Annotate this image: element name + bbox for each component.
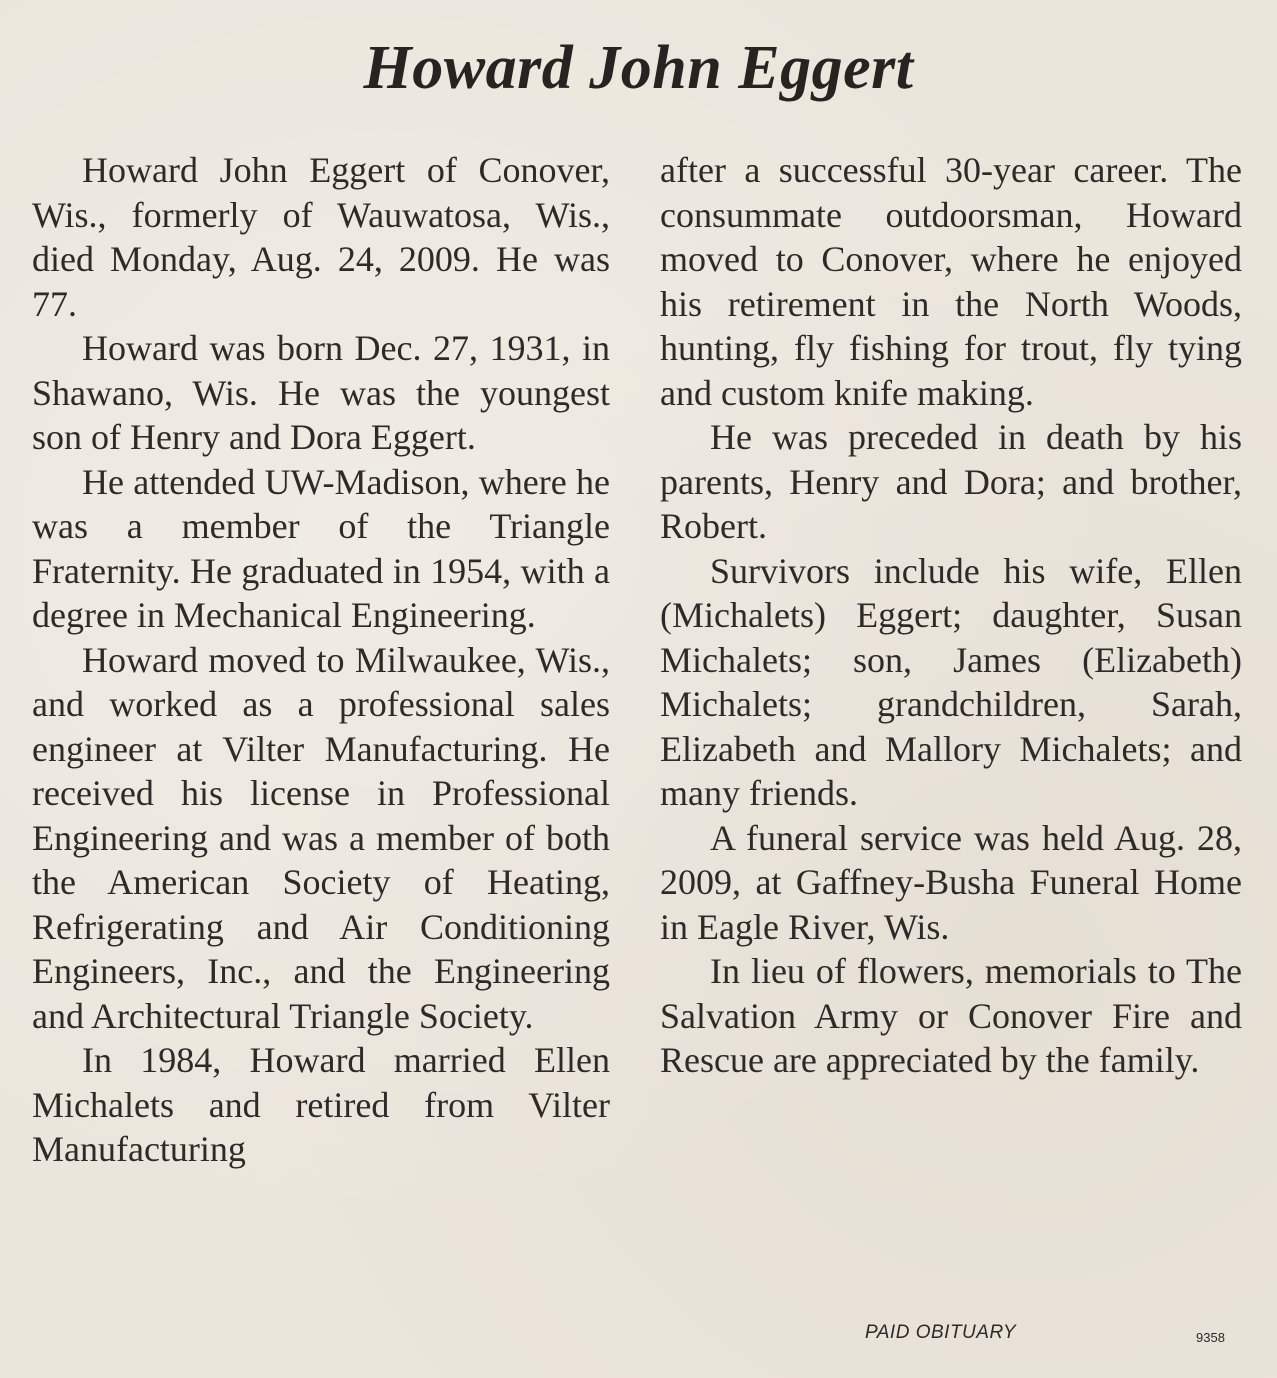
paragraph-birth: Howard was born Dec. 27, 1931, in Shawano, Wis. He was the youngest son of Henry and Dora Eggert. — [32, 328, 610, 457]
ad-code: 9358 — [1196, 1330, 1225, 1345]
paragraph-survivors: Survivors include his wife, Ellen (Michalets) Eggert; daughter, Susan Michalets; son, James (Elizabeth) Michalets; grandchildren, Sarah, Elizabeth and Mallory Michalets; and many friends. — [660, 550, 1242, 813]
paragraph-marriage: In 1984, Howard married Ellen Michalets and retired from Vilter Manufacturing — [32, 1040, 610, 1169]
paragraph-funeral: A funeral service was held Aug. 28, 2009, at Gaffney-Busha Funeral Home in Eagle River, Wis. — [660, 817, 1242, 947]
paid-obituary-label: PAID OBITUARY — [865, 1322, 1017, 1343]
right-column — [660, 148, 1242, 1083]
paragraph-death-notice: Howard John Eggert of Conover, Wis., formerly of Wauwatosa, Wis., died Monday, Aug. 24, 2009. He was 77. — [32, 150, 610, 324]
paragraph-memorials: In lieu of flowers, memorials to The Salvation Army or Conover Fire and Rescue are appreciated by the family. — [660, 951, 1242, 1080]
paragraph-preceded: He was preceded in death by his parents, Henry and Dora; and brother, Robert. — [660, 417, 1242, 546]
paragraph-career: Howard moved to Milwaukee, Wis., and worked as a professional sales engineer at Vilter Manufacturing. He received his license in Professional Engineering and was a member of both the American Society of Heating, Refrigerating and Air Conditioning Engineers, Inc., and the Engineering and Architectural Triangle Society. — [32, 639, 610, 1036]
paragraph-retirement: after a successful 30-year career. The consummate outdoorsman, Howard moved to Conover, where he enjoyed his retirement in the North Woods, hunting, fly fishing for trout, fly tying and custom knife making. — [660, 150, 1242, 413]
paragraph-education: He attended UW-Madison, where he was a member of the Triangle Fraternity. He graduated in 1954, with a degree in Mechanical Engineering. — [32, 461, 610, 635]
obituary-title: Howard John Eggert — [363, 34, 914, 102]
left-column — [32, 148, 610, 1172]
